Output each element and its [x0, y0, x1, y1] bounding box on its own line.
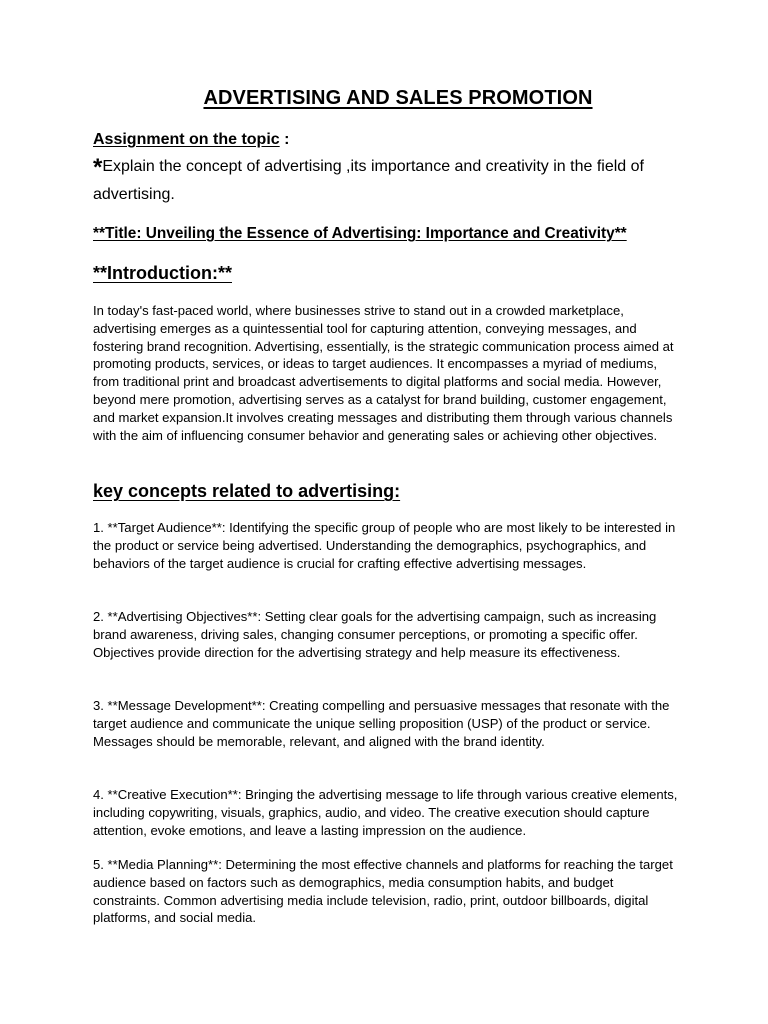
concepts-heading: key concepts related to advertising:	[93, 481, 401, 501]
assignment-label-colon: :	[279, 131, 290, 148]
document-title: ADVERTISING AND SALES PROMOTION	[203, 87, 593, 109]
introduction-heading: **Introduction:**	[93, 263, 232, 283]
assignment-topic	[93, 153, 683, 209]
concept-item-creative-execution: 4. **Creative Execution**: Bringing the advertising message to life through various creative elements, including copywriting, visuals, graphics, audio, and video. The creative execution should capture attention, evoke emotions, and leave a lasting impression on the audience.	[93, 787, 678, 838]
essay-title: **Title: Unveiling the Essence of Advertising: Importance and Creativity**	[93, 225, 627, 242]
assignment-label	[93, 131, 289, 149]
concept-item-target-audience: 1. **Target Audience**: Identifying the specific group of people who are most likely to be interested in the product or service being advertised. Understanding the demographics, psychographics, and behaviors of the target audience is crucial for crafting effective advertising messages.	[93, 520, 676, 571]
concept-item-message-development: 3. **Message Development**: Creating compelling and persuasive messages that resonate with the target audience and communicate the unique selling proposition (USP) of the product or service. Messages should be memorable, relevant, and aligned with the brand identity.	[93, 698, 670, 749]
concept-item-media-planning: 5. **Media Planning**: Determining the most effective channels and platforms for reaching the target audience based on factors such as demographics, media consumption habits, and budget constraints. Common advertising media include television, radio, print, outdoor billboards, digital platforms, and social media.	[93, 857, 673, 926]
assignment-topic-text: Explain the concept of advertising ,its importance and creativity in the field of advertising.	[93, 158, 644, 203]
introduction-paragraph: In today's fast-paced world, where businesses strive to stand out in a crowded marketplace, advertising emerges as a quintessential tool for capturing attention, conveying messages, and fostering brand recognition. Advertising, essentially, is the strategic communication process aimed at promoting products, services, or ideas to target audiences. It encompasses a myriad of mediums, from traditional print and broadcast advertisements to digital platforms and social media. However, beyond mere promotion, advertising serves as a catalyst for brand building, customer engagement, and market expansion.It involves creating messages and distributing them through various channels with the aim of influencing consumer behavior and generating sales or achieving other objectives.	[93, 303, 674, 443]
assignment-star: *	[93, 154, 103, 181]
assignment-label-text: Assignment on the topic	[93, 131, 280, 148]
concept-item-advertising-objectives: 2. **Advertising Objectives**: Setting clear goals for the advertising campaign, such as increasing brand awareness, driving sales, changing consumer perceptions, or promoting a specific offer. Objectives provide direction for the advertising strategy and help measure its effectiveness.	[93, 609, 657, 660]
